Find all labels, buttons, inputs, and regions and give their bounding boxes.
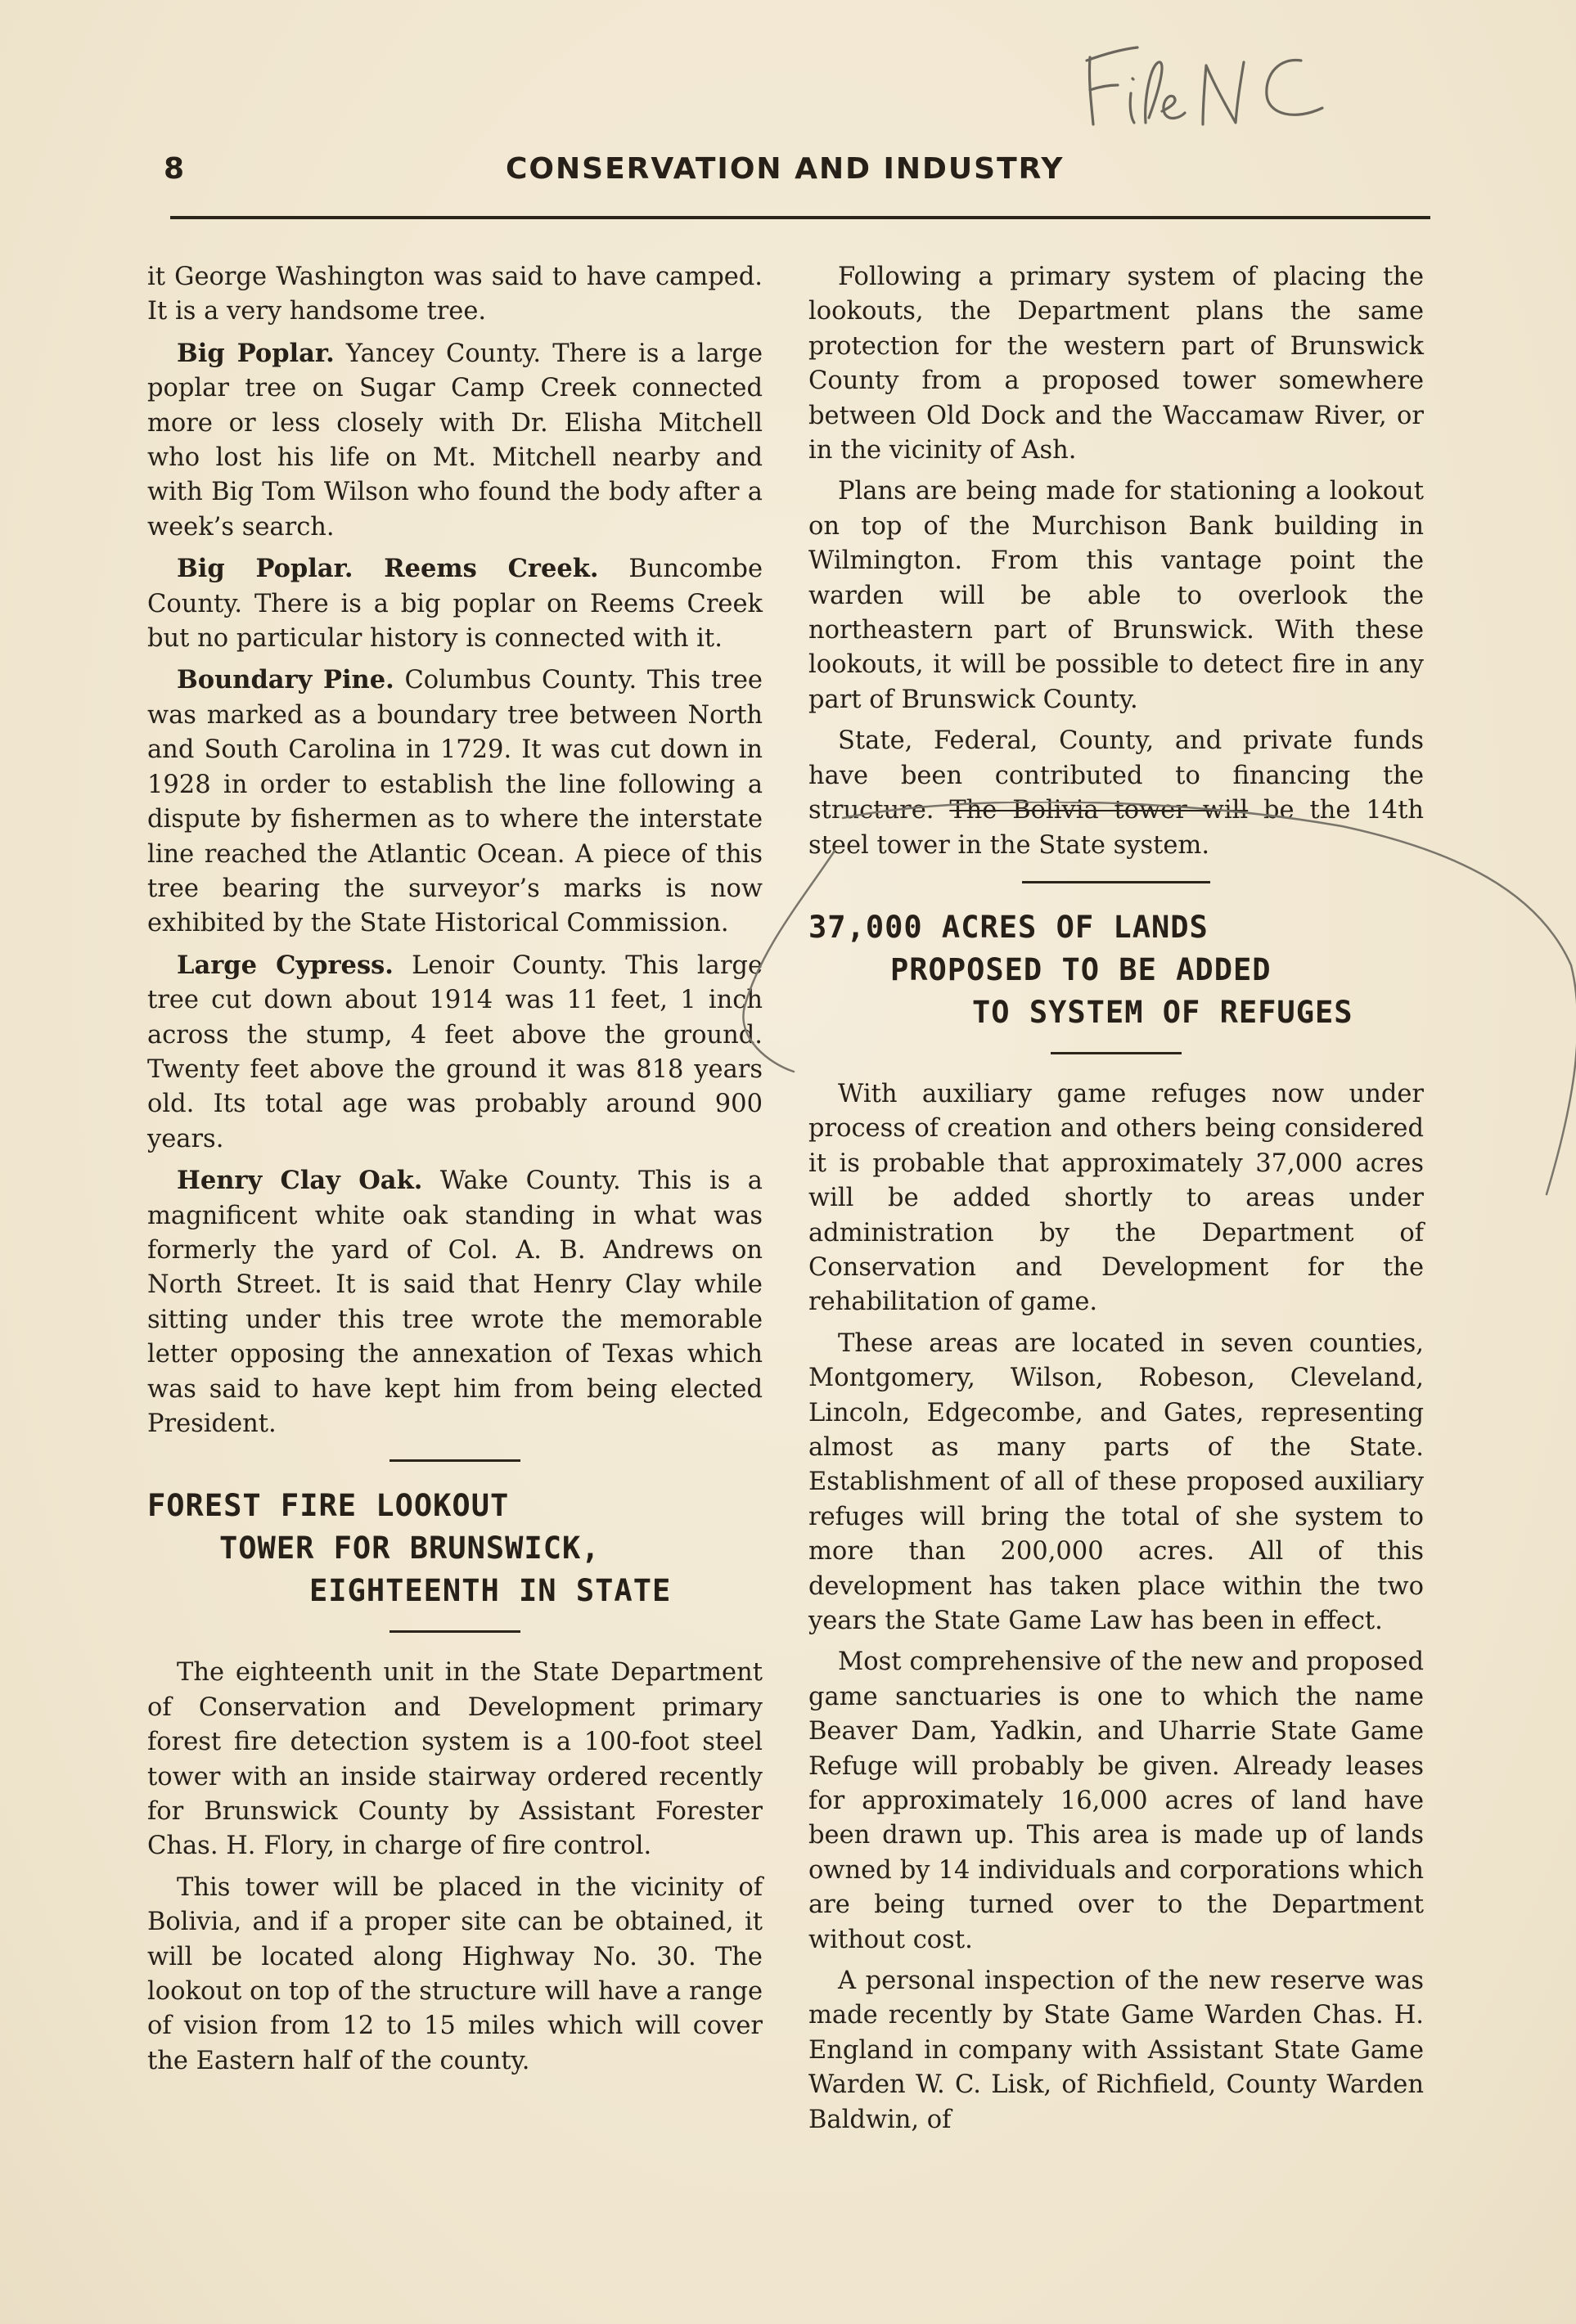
paragraph: With auxiliary game refuges now under process of creation and others being considered it is probable that approximately 37,000 acres will be added shortly to areas under administration by the Department of Conservation and Development for the rehabilitation of game. [808, 1079, 1424, 1317]
headline-line: FOREST FIRE LOOKOUT [147, 1488, 510, 1524]
headline-line: TOWER FOR BRUNSWICK, [219, 1531, 601, 1567]
headline-divider [1051, 1052, 1182, 1054]
headline-line: TO SYSTEM OF REFUGES [972, 994, 1353, 1030]
paragraph-struck [808, 724, 1424, 863]
entry-large-cypress [147, 948, 763, 1157]
entry-name: Boundary Pine. [177, 665, 394, 695]
page-header [164, 147, 1430, 205]
headline-line: EIGHTEENTH IN STATE [309, 1573, 672, 1609]
right-column [808, 260, 1424, 2144]
struck-text: The Bolivia tower will [949, 796, 1249, 825]
paragraph: Most comprehensive of the new and proposed game sanctuaries is one to which the name Beaver Dam, Yadkin, and Uharrie State Game Refuge will probably be given. Already leases for approximately 16,000 acres of land have been drawn up. This area is made up of lands owned by 14 individuals and corporations which are being turned over to the Department without cost. [808, 1647, 1424, 1954]
entry-big-poplar-yancey [147, 336, 763, 545]
running-title: CONSERVATION AND INDUSTRY [506, 152, 1065, 186]
entry-big-poplar-reems [147, 551, 763, 656]
entry-name: Big Poplar. Reems Creek. [177, 554, 599, 584]
article-headline-forest-fire-lookout [147, 1485, 763, 1612]
paragraph: This tower will be placed in the vicinity of Bolivia, and if a proper site can be obtained, it will be located along Highway No. 30. The lookout on top of the structure will have a range of vision from 12 to 15 miles which will cover the Eastern half of the county. [147, 1872, 763, 2075]
headline-line: PROPOSED TO BE ADDED [890, 951, 1272, 987]
entry-name: Henry Clay Oak. [177, 1166, 423, 1196]
entry-text: Lenoir County. This large tree cut down about 1914 was 11 feet, 1 inch across the stump, 4 feet above the ground. Twenty feet above the ground it was 818 years old. Its total age was probably around 900 years. [147, 951, 763, 1153]
section-divider [389, 1459, 520, 1462]
handwritten-note-file-nc [1080, 33, 1391, 139]
entry-name: Big Poplar. [177, 338, 335, 368]
paragraph: it George Washington was said to have camped. It is a very handsome tree. [147, 263, 763, 326]
text-span: be the 14th steel tower in the State system. [808, 796, 1424, 860]
entry-name: Large Cypress. [177, 950, 394, 980]
paragraph: These areas are located in seven counties, Montgomery, Wilson, Robeson, Cleveland, Lincoln, Edgecombe, and Gates, representing almost as many parts of the State. Establishment of all of these proposed auxiliary refuges will bring the total of she system to more than 200,000 acres. All of this development has taken place within the two years the State Game Law has been in effect. [808, 1328, 1424, 1635]
paragraph: Plans are being made for stationing a lookout on top of the Murchison Bank building in Wilmington. From this vantage point the warden will be able to overlook the northeastern part of Brunswick. With these lookouts, it will be possible to detect fire in any part of Brunswick County. [808, 477, 1424, 714]
text-span: State, Federal, County, and private funds have been contributed to financing the structure. [808, 726, 1424, 825]
entry-henry-clay-oak [147, 1163, 763, 1441]
section-divider [1022, 881, 1210, 883]
page-number: 8 [164, 152, 186, 186]
paragraph: The eighteenth unit in the State Department of Conservation and Development primary forest fire detection system is a 100-foot steel tower with an inside stairway ordered recently for Brunswick County by Assistant Forester Chas. H. Flory, in charge of fire control. [147, 1658, 763, 1861]
headline-divider [389, 1630, 520, 1633]
article-headline-37000-acres [808, 906, 1424, 1034]
paragraph: Following a primary system of placing the lookouts, the Department plans the same protection for the western part of Brunswick County from a proposed tower somewhere between Old Dock and the Waccamaw River, or in the vicinity of Ash. [808, 263, 1424, 465]
header-rule [170, 216, 1430, 219]
entry-boundary-pine [147, 663, 763, 941]
entry-text: Buncombe County. There is a big poplar on Reems Creek but no particular history is connected with it. [147, 555, 763, 654]
entry-text: Columbus County. This tree was marked as a boundary tree between North and South Carolina in 1729. It was cut down in 1928 in order to establish the line following a dispute by fishermen as to where the interstate line reached the Atlantic Ocean. A piece of this tree bearing the surveyor’s marks is now exhibited by the State Historical Commission. [147, 666, 763, 938]
entry-text: Wake County. This is a magnificent white oak standing in what was formerly the yard of Col. A. B. Andrews on North Street. It is said that Henry Clay while sitting under this tree wrote the memorable letter opposing the annexation of Texas which was said to have kept him from being elected President. [147, 1166, 763, 1438]
paragraph: A personal inspection of the new reserve was made recently by State Game Warden Chas. H. England in company with Assistant State Game Warden W. C. Lisk, of Richfield, County Warden Baldwin, of [808, 1967, 1424, 2134]
left-column [147, 260, 763, 2085]
headline-line: 37,000 ACRES OF LANDS [808, 909, 1209, 945]
entry-text: Yancey County. There is a large poplar tree on Sugar Camp Creek connected more or less closely with Dr. Elisha Mitchell who lost his life on Mt. Mitchell nearby and with Big Tom Wilson who found the body after a week’s search. [147, 339, 763, 542]
